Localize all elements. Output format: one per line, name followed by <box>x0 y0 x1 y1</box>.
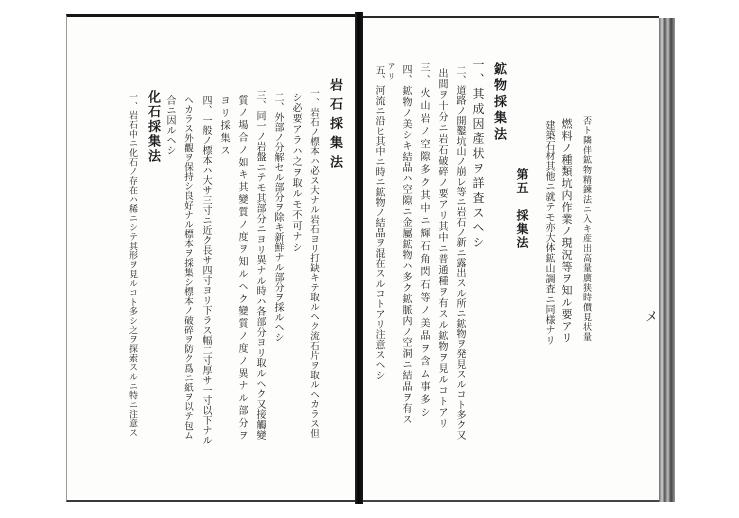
rock-item: シ必要アラハ之ヲ取ルモ不可ナシ <box>290 92 301 252</box>
mineral-section-title: 鉱物採集法 <box>491 62 506 140</box>
rock-item: 四、一般ノ標本ハ大サ三寸ニ近ク長サ四寸ヨリ下ラス幅二寸厚サ一寸以下ナル <box>200 95 211 445</box>
rock-section-title: 岩石採集法 <box>327 78 342 168</box>
rock-item: 三、同一ノ岩盤ニテモ其部分ニヨリ異ナル時ハ各部分ヨリ取ルヘク又接觸變 <box>254 90 265 440</box>
intro-line: 否ト隣伴鉱物精錬法ニ入キ産出高量廣狭時價見状量 <box>581 116 591 341</box>
rock-item: 一、岩石ノ標本ハ必ス大ナル岩石ヨリ打缺キテ取ルヘク流石片ヲ取ルヘカラス但 <box>308 88 319 438</box>
mineral-item: 五、河流ニ沿ヒ其中ニ時ニ鉱物ノ結晶ヲ混在スルコトアリ注意スヘシ <box>373 65 384 380</box>
fossil-section-title: 化石採集法 <box>145 90 160 162</box>
book-spine <box>355 12 363 504</box>
rock-item: 質ノ場合ノ如キ其變質ノ度ヲ知ルヘク變質ノ度ノ異ナル部分ヲ <box>236 95 247 440</box>
mineral-item-note: アリ <box>387 62 396 80</box>
mineral-item: 二、道路ノ開鑿坑山ノ崩レ等ニ岩石ノ新ニ露出スル所ニ鉱物ヲ発見スルコト多ク又 <box>454 65 465 440</box>
page-edges <box>659 18 675 502</box>
mineral-item: 出間ヲ十分ニ岩石破碎ノ要アリ其中ニ普通種ヲ有スル鉱物ヲ見ルコトアリ <box>436 68 447 428</box>
mineral-item: 四、鉱物ノ美シキ結晶ハ空隙ニ金屬鉱物ハ多ク鉱脈内ノ空洞ニ結晶ヲ有ス <box>400 64 411 424</box>
page-number: メ <box>645 310 659 325</box>
rock-item: ヘカラス外觀ヲ保持シ良好ナル標本ヲ採集シ標本ノ破碎ヲ防ク爲ニ紙ヲ以テ包ム <box>182 95 193 440</box>
mineral-item: 一、其成因產状ヲ詳査スヘシ <box>471 58 485 248</box>
rock-item: 合ニ因ルヘシ <box>164 95 175 155</box>
chapter-title: 第五 採集法 <box>515 168 529 248</box>
fossil-item: 一、岩石中ニ化石ノ存在ハ稀ニシテ其形ヲ見ルコト多シ之ヲ探索スルニ特ニ注意ス <box>127 92 137 437</box>
intro-line: 建築石材其他ニ就テモ亦大体鉱山調査ニ同様ナリ <box>543 120 554 345</box>
intro-line: 燃料ノ種類坑内作業ノ現況等ヲ知ル要アリ <box>560 118 573 343</box>
rock-item: ヨリ採集ス <box>218 95 229 155</box>
rock-item: 二、外部ノ分解セル部分ヲ除キ新鮮ナル部分ヲ採ルヘシ <box>272 92 283 342</box>
mineral-item: 三、火山岩ノ空隙多ク其中ニ輝石角閃石等ノ美晶ヲ含ム事多シ <box>418 62 429 417</box>
